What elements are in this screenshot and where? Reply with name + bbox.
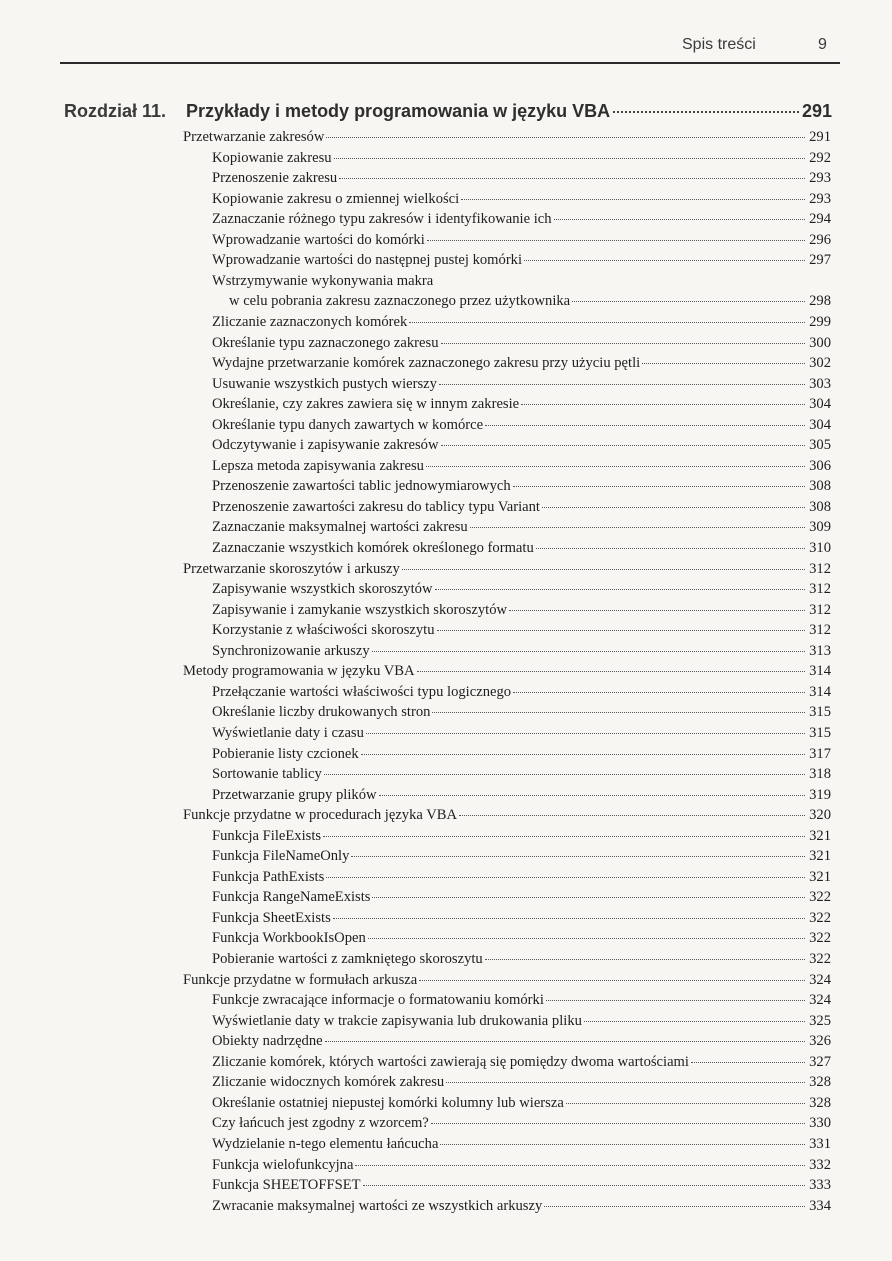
toc-entry-page: 328 (809, 1074, 831, 1091)
toc-entry (183, 661, 831, 681)
toc-entry-title: Sortowanie tablicy (212, 766, 322, 783)
toc-entry-page: 304 (809, 396, 831, 413)
toc-entry-title: Lepsza metoda zapisywania zakresu (212, 457, 424, 474)
toc-entry (212, 394, 831, 414)
toc-entry-title: Wprowadzanie wartości do komórki (212, 231, 425, 248)
toc-entry (212, 271, 831, 291)
toc-entry (212, 435, 831, 455)
toc-entry-page: 327 (809, 1053, 831, 1070)
toc-entry-page: 317 (809, 745, 831, 762)
toc-entry-page: 326 (809, 1033, 831, 1050)
dot-leader (524, 260, 805, 261)
toc-entry-title: Pobieranie wartości z zamkniętego skoroszytu (212, 951, 483, 967)
dot-leader (363, 1185, 805, 1186)
dot-leader (439, 384, 805, 385)
dot-leader (366, 733, 805, 734)
dot-leader (326, 877, 805, 878)
toc-entry-page: 292 (809, 149, 831, 166)
dot-leader (554, 219, 805, 220)
toc-entry (212, 826, 831, 846)
toc-entry-page: 324 (809, 971, 831, 988)
toc-entry (183, 970, 831, 990)
toc-entry-page: 293 (809, 170, 831, 187)
dot-leader (642, 363, 805, 364)
toc-entry (212, 908, 831, 928)
toc-entry-page: 331 (809, 1135, 831, 1152)
toc-entry-title: Zwracanie maksymalnej wartości ze wszystkich arkuszy (212, 1197, 543, 1214)
toc-entry-page: 321 (809, 868, 831, 885)
toc-entry-page: 308 (809, 498, 831, 515)
toc-entry-page: 315 (809, 724, 831, 741)
toc-entry (212, 1175, 831, 1195)
dot-leader (542, 507, 805, 508)
toc-entry-title: Zapisywanie wszystkich skoroszytów (212, 581, 433, 598)
toc-entry-title: Funkcja RangeNameExists (212, 889, 371, 906)
dot-leader (437, 630, 806, 631)
dot-leader (546, 1000, 805, 1001)
toc-entry-title: Przenoszenie zawartości zakresu do tablicy typu Variant (212, 498, 540, 515)
toc-entry-page: 321 (809, 848, 831, 865)
toc-entry-page: 319 (809, 786, 831, 803)
toc-entry-title: Funkcja FileNameOnly (212, 848, 350, 865)
dot-leader (426, 466, 805, 467)
dot-leader (461, 199, 805, 200)
dot-leader (513, 692, 805, 693)
toc-entry-page: 298 (809, 293, 831, 310)
toc-entry-page: 294 (809, 211, 831, 228)
toc-entry (212, 209, 831, 229)
toc-entry-title: Funkcje przydatne w formułach arkusza (183, 971, 418, 988)
toc-entry-page: 322 (809, 951, 831, 967)
chapter-title-line (186, 101, 832, 122)
toc-entry (212, 1052, 831, 1072)
toc-entry-page: 312 (809, 601, 831, 618)
toc-entry-page: 321 (809, 827, 831, 844)
toc-entry-page: 318 (809, 766, 831, 783)
toc-entry (212, 949, 831, 969)
toc-entry (183, 127, 831, 147)
toc-entry (212, 415, 831, 435)
toc-entry (212, 764, 831, 784)
toc-entry (212, 312, 831, 332)
toc-entry (212, 620, 831, 640)
toc-entry-page: 314 (809, 683, 831, 700)
toc-entry-title: Określanie ostatniej niepustej komórki kolumny lub wiersza (212, 1094, 564, 1111)
toc-entry-page: 300 (809, 334, 831, 351)
toc-entry-page: 310 (809, 540, 831, 556)
toc-entry-title: Określanie liczby drukowanych stron (212, 704, 431, 721)
toc-entry-page: 296 (809, 231, 831, 248)
toc-entry (212, 148, 831, 168)
dot-leader (521, 404, 805, 405)
toc-entry (212, 353, 831, 373)
chapter-label: Rozdział 11. (64, 101, 167, 121)
chapter-title: Przykłady i metody programowania w języku VBA (186, 101, 611, 121)
toc-entry-page: 302 (809, 355, 831, 372)
dot-leader (326, 137, 805, 138)
dot-leader (379, 795, 805, 796)
toc-entry-page: 312 (809, 622, 831, 639)
dot-leader (485, 425, 805, 426)
header-rule (60, 62, 840, 64)
toc-entry-page: 328 (809, 1094, 831, 1111)
toc-entry-title: Obiekty nadrzędne (212, 1033, 323, 1050)
toc-entry (212, 230, 831, 250)
toc-entry (212, 476, 831, 496)
toc-entry (212, 189, 831, 209)
toc-entry-page: 306 (809, 457, 831, 474)
toc-entry-title: Wyświetlanie daty w trakcie zapisywania lub drukowania pliku (212, 1012, 582, 1029)
toc-entry-page: 334 (809, 1197, 831, 1214)
toc-entry (212, 1011, 831, 1031)
toc-entry-title: Czy łańcuch jest zgodny z wzorcem? (212, 1115, 429, 1132)
toc-entry (212, 744, 831, 764)
toc-entry (212, 1196, 831, 1216)
toc-entry-title: Wyświetlanie daty i czasu (212, 724, 364, 741)
dot-leader (427, 240, 805, 241)
toc-entry (212, 168, 831, 188)
dot-leader (441, 445, 805, 446)
toc-entry-page: 313 (809, 642, 831, 659)
toc-entry (212, 333, 831, 353)
toc-entry (212, 1031, 831, 1051)
toc-entry-page: 322 (809, 909, 831, 926)
toc-entry-page: 322 (809, 930, 831, 947)
toc-entry-page: 303 (809, 375, 831, 392)
dot-leader (441, 343, 806, 344)
dot-leader (544, 1206, 805, 1207)
toc-entry (212, 867, 831, 887)
toc-entry (212, 1072, 831, 1092)
toc-entry-page: 297 (809, 252, 831, 269)
dot-leader (613, 111, 799, 113)
toc-entry-page: 324 (809, 992, 831, 1009)
dot-leader (513, 486, 805, 487)
dot-leader (417, 671, 805, 672)
dot-leader (334, 158, 805, 159)
toc-entry (212, 600, 831, 620)
toc-entry-title: Przenoszenie zawartości tablic jednowymiarowych (212, 478, 511, 495)
toc-entry-page: 304 (809, 416, 831, 433)
dot-leader (440, 1144, 805, 1145)
toc-entry-page: 322 (809, 889, 831, 906)
dot-leader (509, 610, 805, 611)
dot-leader (459, 815, 805, 816)
toc-entry-title: Zaznaczanie różnego typu zakresów i identyfikowanie ich (212, 211, 552, 228)
dot-leader (446, 1082, 805, 1083)
toc-entry-title: Zapisywanie i zamykanie wszystkich skoroszytów (212, 601, 508, 618)
toc-entry-title: Przetwarzanie zakresów (183, 129, 325, 145)
dot-leader (470, 527, 805, 528)
toc-entry (212, 374, 831, 394)
toc-entry-title: Zliczanie komórek, których wartości zawierają się pomiędzy dwoma wartościami (212, 1053, 689, 1070)
toc-entry-title: Funkcja PathExists (212, 868, 325, 885)
dot-leader (325, 1041, 805, 1042)
dot-leader (372, 651, 805, 652)
dot-leader (339, 178, 805, 179)
toc-entry-title: Zliczanie zaznaczonych komórek (212, 313, 408, 330)
toc-entry-title: Odczytywanie i zapisywanie zakresów (212, 437, 439, 454)
dot-leader (368, 938, 805, 939)
toc-entry-page: 325 (809, 1012, 831, 1029)
dot-leader (435, 589, 806, 590)
toc-entry-title: Wydzielanie n-tego elementu łańcucha (212, 1135, 439, 1152)
toc-entry-page: 305 (809, 437, 831, 454)
toc-entry-page: 293 (809, 190, 831, 207)
toc-entry (212, 456, 831, 476)
dot-leader (323, 836, 805, 837)
dot-leader (536, 548, 805, 549)
dot-leader (361, 754, 805, 755)
dot-leader (419, 980, 805, 981)
toc-entry-title: Funkcja SHEETOFFSET (212, 1177, 361, 1194)
header-title: Spis treści (682, 36, 756, 53)
toc-entry-title: Funkcje zwracające informacje o formatowaniu komórki (212, 992, 544, 1009)
toc-entry-title: Zaznaczanie maksymalnej wartości zakresu (212, 519, 468, 536)
toc-entry-title: Określanie typu zaznaczonego zakresu (212, 334, 439, 351)
toc-entry-title: Przetwarzanie grupy plików (212, 786, 377, 803)
toc-entry (212, 990, 831, 1010)
toc-entry (229, 291, 831, 311)
dot-leader (351, 856, 805, 857)
toc-entry (212, 250, 831, 270)
toc-entry (212, 641, 831, 661)
chapter-page: 291 (801, 101, 832, 121)
toc-entry (212, 1134, 831, 1154)
dot-leader (409, 322, 805, 323)
toc-entry-page: 312 (809, 581, 831, 598)
toc-entry-title: Funkcja SheetExists (212, 909, 331, 926)
toc-entry (212, 928, 831, 948)
toc-entry-title: Pobieranie listy czcionek (212, 745, 359, 762)
toc-entry-page: 330 (809, 1115, 831, 1132)
toc-entry-title: Zaznaczanie wszystkich komórek określonego formatu (212, 540, 534, 556)
toc-entry-title: Wstrzymywanie wykonywania makra (212, 272, 434, 289)
toc-entry (212, 702, 831, 722)
toc-entry (212, 517, 831, 537)
toc-entry-title: Określanie typu danych zawartych w komórce (212, 416, 484, 433)
toc-entry-title: Funkcje przydatne w procedurach języka VBA (183, 807, 458, 824)
toc-entry-title: Określanie, czy zakres zawiera się w innym zakresie (212, 396, 520, 413)
dot-leader (372, 897, 805, 898)
toc-entry-page: 312 (809, 560, 831, 577)
toc-entry-title: Przełączanie wartości właściwości typu logicznego (212, 683, 512, 700)
dot-leader (584, 1021, 805, 1022)
toc-entry-title: Funkcja WorkbookIsOpen (212, 930, 366, 947)
toc-entry-page: 309 (809, 519, 831, 536)
dot-leader (691, 1062, 805, 1063)
toc-entry (212, 682, 831, 702)
dot-leader (572, 301, 805, 302)
toc-entry-title: Korzystanie z właściwości skoroszytu (212, 622, 435, 639)
toc-entry-page: 299 (809, 313, 831, 330)
dot-leader (402, 569, 805, 570)
dot-leader (324, 774, 805, 775)
toc-entry-page: 314 (809, 663, 831, 680)
toc-entry-page: 320 (809, 807, 831, 824)
toc-entry-title: Metody programowania w języku VBA (183, 663, 415, 680)
toc-entry-title: Synchronizowanie arkuszy (212, 642, 370, 659)
dot-leader (355, 1165, 805, 1166)
toc-entry (212, 1093, 831, 1113)
toc-entry-page: 333 (809, 1177, 831, 1194)
toc-entry-title: Kopiowanie zakresu o zmiennej wielkości (212, 190, 460, 207)
toc-entry-title: Funkcja FileExists (212, 827, 322, 844)
toc-entry-page: 315 (809, 704, 831, 721)
toc-entry-title: Przenoszenie zakresu (212, 170, 338, 187)
toc-entry (183, 805, 831, 825)
toc-entry-title: Kopiowanie zakresu (212, 149, 332, 166)
dot-leader (566, 1103, 805, 1104)
toc-entry (212, 579, 831, 599)
toc-entry-title: Przetwarzanie skoroszytów i arkuszy (183, 560, 400, 577)
toc-entry-page: 291 (809, 129, 831, 145)
toc-entry (212, 846, 831, 866)
toc-entry-title: Funkcja wielofunkcyjna (212, 1156, 354, 1173)
dot-leader (485, 959, 805, 960)
toc-entry-title: Wydajne przetwarzanie komórek zaznaczonego zakresu przy użyciu pętli (212, 355, 641, 372)
toc-entry (212, 723, 831, 743)
toc-entry (212, 887, 831, 907)
dot-leader (431, 1123, 805, 1124)
toc-entry (212, 497, 831, 517)
header-page-number: 9 (818, 36, 827, 53)
toc-entry-page: 308 (809, 478, 831, 495)
toc-entry-title: Usuwanie wszystkich pustych wierszy (212, 375, 437, 392)
toc-entry-page: 332 (809, 1156, 831, 1173)
dot-leader (333, 918, 805, 919)
toc-entry (212, 785, 831, 805)
toc-entry (212, 1155, 831, 1175)
toc-entry-title: Wprowadzanie wartości do następnej pustej komórki (212, 252, 523, 269)
toc-entry-title: w celu pobrania zakresu zaznaczonego przez użytkownika (229, 293, 571, 310)
toc-entry (212, 538, 831, 558)
toc-entry (183, 559, 831, 579)
dot-leader (432, 712, 805, 713)
toc-entry-title: Zliczanie widocznych komórek zakresu (212, 1074, 445, 1091)
toc-entry (212, 1113, 831, 1133)
